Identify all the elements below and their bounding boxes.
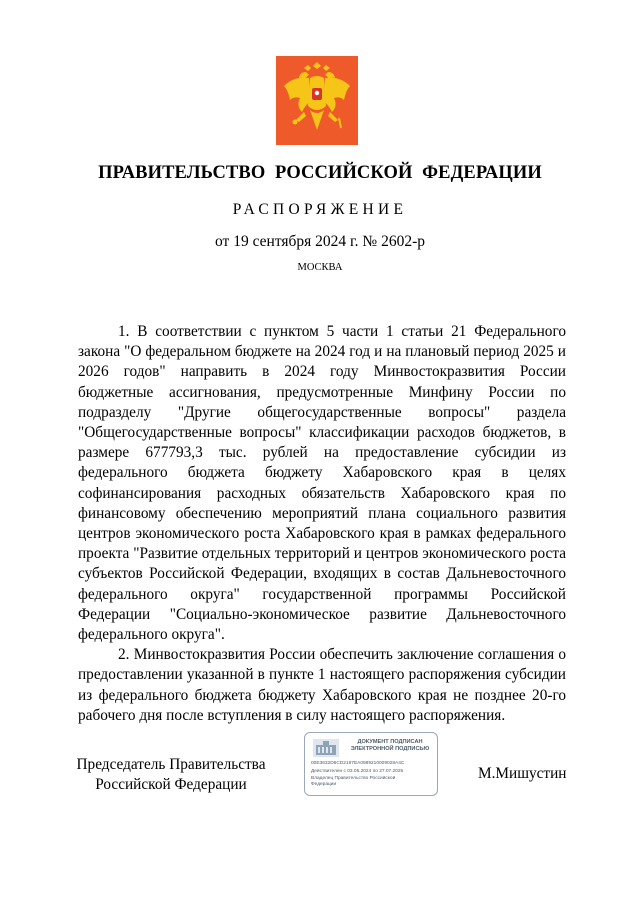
double-headed-eagle-icon xyxy=(276,56,358,145)
document-city: МОСКВА xyxy=(297,262,343,273)
stamp-heading-line1: ДОКУМЕНТ ПОДПИСАН xyxy=(357,739,423,745)
government-building-icon xyxy=(313,739,339,757)
document-body xyxy=(78,322,566,726)
document-type: РАСПОРЯЖЕНИЕ xyxy=(232,201,408,218)
state-emblem xyxy=(276,56,358,145)
signatory-position-line2: Российской Федерации xyxy=(95,776,247,793)
stamp-owner-line1: Владелец Правительство Российской xyxy=(311,776,396,781)
stamp-certificate: 00E3632D6CD2197EA0989210009028A4C xyxy=(311,761,405,766)
signatory-position-line1: Председатель Правительства xyxy=(76,756,266,773)
stamp-heading-line2: ЭЛЕКТРОННОЙ ПОДПИСЬЮ xyxy=(350,746,430,752)
document-title: ПРАВИТЕЛЬСТВО РОССИЙСКОЙ ФЕДЕРАЦИИ xyxy=(98,163,542,183)
paragraph-1: 1. В соответствии с пунктом 5 части 1 статьи 21 Федерального закона "О федеральном бюджете на 2024 год и на плановый период 2025 и 2026 годов" направить в 2024 году Минвостокразвития России бюджетные ассигнования, предусмотренные Минфину России по подразделу "Другие общегосударственные вопросы" раздела "Общегосударственные вопросы" классификации расходов бюджетов, в размере 677793,3 тыс. рублей на предоставление субсидии из федерального бюджета бюджету Хабаровского края в целях софинансирования расходных обязательств Хабаровского края по финансовому обеспечению мероприятий плана социального развития центров экономического роста Хабаровского края в рамках федерального проекта "Развитие отдельных территорий и центров экономического роста субъектов Российской Федерации, входящих в состав Дальневосточного федерального округа" государственной программы Российской Федерации "Социально-экономическое развитие Дальневосточного федерального округа". xyxy=(78,323,566,644)
signatory-position xyxy=(76,755,266,795)
stamp-owner-line2: Федерации xyxy=(311,782,337,787)
signatory-name: М.Мишустин xyxy=(478,765,567,782)
stamp-heading xyxy=(345,739,435,753)
electronic-signature-stamp xyxy=(304,732,438,796)
document-date-number: от 19 сентября 2024 г. № 2602-р xyxy=(215,233,425,250)
paragraph-2: 2. Минвостокразвития России обеспечить заключение соглашения о предоставлении указанной в пункте 1 настоящего распоряжения субсидии из федерального бюджета бюджету Хабаровского края не позднее 20-го рабочего дня после вступления в силу настоящего распоряжения. xyxy=(78,646,566,724)
stamp-valid: Действителен с 03.05.2024 по 27.07.2025 xyxy=(311,769,404,774)
